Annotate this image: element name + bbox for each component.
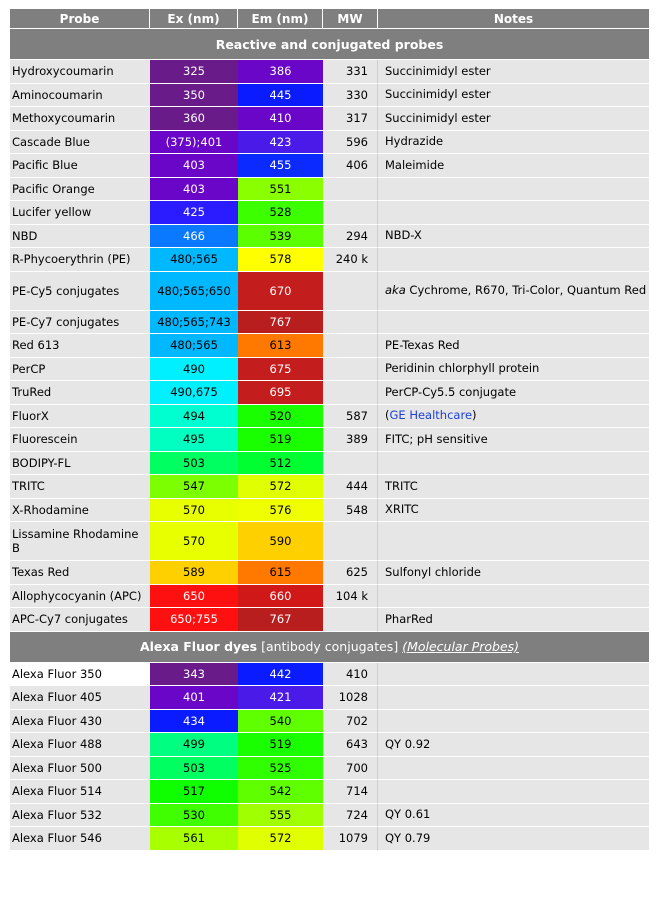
emission-cell: 590 [238, 522, 323, 561]
notes-text: QY 0.92 [385, 736, 431, 751]
emission-cell: 578 [238, 248, 323, 272]
notes-cell [378, 84, 649, 108]
table-row [10, 84, 649, 108]
probe-name-cell [10, 561, 150, 585]
fluorophore-table-container [10, 9, 649, 851]
notes-text: Cychrome, R670, Tri-Color, Quantum Red [405, 283, 647, 297]
table-row [10, 804, 649, 828]
excitation-cell: 401 [150, 686, 238, 710]
emission-cell: 423 [238, 131, 323, 155]
molecular-weight-cell [323, 272, 378, 311]
probe-name-cell [10, 585, 150, 609]
molecular-weight-cell: 406 [323, 154, 378, 178]
molecular-weight-cell: 625 [323, 561, 378, 585]
notes-text: Succinimidyl ester [385, 110, 491, 125]
notes-cell [378, 381, 649, 405]
excitation-cell: 403 [150, 154, 238, 178]
excitation-cell: 547 [150, 475, 238, 499]
table-row [10, 178, 649, 202]
header-row [10, 9, 649, 29]
notes-text: Succinimidyl ester [385, 63, 491, 78]
table-row [10, 131, 649, 155]
excitation-cell: 494 [150, 405, 238, 429]
excitation-cell: 517 [150, 780, 238, 804]
notes-text: Sulfonyl chloride [385, 564, 481, 579]
probe-name: X-Rhodamine [12, 502, 89, 517]
excitation-cell: 561 [150, 827, 238, 851]
probe-name-cell [10, 84, 150, 108]
notes-cell [378, 428, 649, 452]
probe-name-cell [10, 804, 150, 828]
reactive-probes-body [10, 29, 649, 632]
table-row [10, 757, 649, 781]
table-row [10, 60, 649, 84]
excitation-cell: 570 [150, 499, 238, 523]
probe-name: Alexa Fluor 488 [12, 737, 102, 752]
emission-cell: 519 [238, 733, 323, 757]
section-header-alexa [10, 632, 649, 663]
probe-name-cell [10, 663, 150, 687]
fluorophore-table [10, 9, 649, 851]
molecular-weight-cell: 1079 [323, 827, 378, 851]
molecular-weight-cell [323, 452, 378, 476]
emission-cell: 675 [238, 358, 323, 382]
probe-name: Pacific Orange [12, 181, 95, 196]
emission-cell: 410 [238, 107, 323, 131]
probe-name: Cascade Blue [12, 134, 90, 149]
molecular-weight-cell: 548 [323, 499, 378, 523]
probe-name: BODIPY-FL [12, 455, 71, 470]
emission-cell: 613 [238, 334, 323, 358]
notes-text: Succinimidyl ester [385, 87, 491, 102]
molecular-weight-cell [323, 311, 378, 335]
table-row [10, 248, 649, 272]
notes-cell [378, 827, 649, 851]
emission-cell: 767 [238, 608, 323, 632]
table-row [10, 428, 649, 452]
emission-cell: 670 [238, 272, 323, 311]
molecular-weight-cell: 1028 [323, 686, 378, 710]
molecular-weight-cell [323, 178, 378, 202]
probe-name-cell [10, 499, 150, 523]
emission-cell: 519 [238, 428, 323, 452]
notes-text: NBD-X [385, 228, 422, 243]
notes-cell [378, 154, 649, 178]
emission-cell: 455 [238, 154, 323, 178]
probe-name: PE-Cy7 conjugates [12, 314, 120, 329]
probe-name: Alexa Fluor 500 [12, 760, 102, 775]
emission-cell: 695 [238, 381, 323, 405]
excitation-cell: 589 [150, 561, 238, 585]
table-row [10, 475, 649, 499]
molecular-weight-cell: 104 k [323, 585, 378, 609]
notes-cell [378, 272, 649, 311]
probe-name: Alexa Fluor 514 [12, 784, 102, 799]
notes-cell [378, 107, 649, 131]
molecular-weight-cell: 410 [323, 663, 378, 687]
probe-name: PerCP [12, 361, 46, 376]
probe-name: Allophycocyanin (APC) [12, 588, 142, 603]
molecular-weight-cell: 294 [323, 225, 378, 249]
emission-cell: 539 [238, 225, 323, 249]
notes-cell [378, 757, 649, 781]
emission-cell: 512 [238, 452, 323, 476]
emission-cell: 386 [238, 60, 323, 84]
notes-cell [378, 522, 649, 561]
emission-cell: 445 [238, 84, 323, 108]
excitation-cell: 480;565;650 [150, 272, 238, 311]
notes-cell [378, 733, 649, 757]
notes-text: TRITC [385, 478, 418, 493]
probe-name-cell [10, 358, 150, 382]
emission-cell: 551 [238, 178, 323, 202]
notes-cell [378, 131, 649, 155]
molecular-weight-cell: 643 [323, 733, 378, 757]
molecular-weight-cell: 330 [323, 84, 378, 108]
excitation-cell: 425 [150, 201, 238, 225]
notes-text: Maleimide [385, 157, 445, 172]
excitation-cell: 650;755 [150, 608, 238, 632]
header-notes[interactable]: Notes [378, 9, 649, 29]
table-row [10, 405, 649, 429]
table-row [10, 334, 649, 358]
molecular-weight-cell: 331 [323, 60, 378, 84]
emission-cell: 660 [238, 585, 323, 609]
probe-name: Texas Red [12, 565, 70, 580]
probe-name: Pacific Blue [12, 158, 78, 173]
molecular-weight-cell [323, 358, 378, 382]
probe-name: Lissamine Rhodamine B [12, 527, 139, 555]
excitation-cell: 530 [150, 804, 238, 828]
notes-cell [378, 225, 649, 249]
probe-name: NBD [12, 228, 38, 243]
notes-cell [378, 452, 649, 476]
table-row [10, 154, 649, 178]
probe-name-cell [10, 225, 150, 249]
notes-cell [378, 804, 649, 828]
probe-name-cell [10, 452, 150, 476]
excitation-cell: 403 [150, 178, 238, 202]
molecular-probes-link[interactable]: (Molecular Probes) [402, 639, 520, 654]
table-row [10, 225, 649, 249]
excitation-cell: 490,675 [150, 381, 238, 405]
header-mw[interactable]: MW [323, 9, 378, 29]
emission-cell: 615 [238, 561, 323, 585]
table-row [10, 710, 649, 734]
probe-name-cell [10, 107, 150, 131]
notes-cell [378, 585, 649, 609]
probe-name: Alexa Fluor 430 [12, 713, 102, 728]
table-row [10, 107, 649, 131]
probe-name-cell [10, 201, 150, 225]
notes-prefix: ( [385, 408, 390, 423]
excitation-cell: 350 [150, 84, 238, 108]
emission-cell: 555 [238, 804, 323, 828]
emission-cell: 525 [238, 757, 323, 781]
notes-cell [378, 201, 649, 225]
notes-text: Peridinin chlorphyll protein [385, 361, 540, 376]
emission-cell: 442 [238, 663, 323, 687]
probe-name-cell [10, 608, 150, 632]
probe-name-cell [10, 686, 150, 710]
probe-name-cell [10, 60, 150, 84]
probe-name: FluorX [12, 408, 49, 423]
table-row [10, 522, 649, 561]
excitation-cell: 490 [150, 358, 238, 382]
alexa-fluor-body [10, 632, 649, 851]
probe-name-cell [10, 428, 150, 452]
probe-name-cell [10, 334, 150, 358]
molecular-weight-cell: 724 [323, 804, 378, 828]
probe-name-cell [10, 522, 150, 561]
probe-name-cell [10, 710, 150, 734]
table-row [10, 381, 649, 405]
probe-name-cell [10, 475, 150, 499]
notes-cell [378, 561, 649, 585]
probe-name-cell [10, 405, 150, 429]
probe-name: Alexa Fluor 546 [12, 831, 102, 846]
molecular-weight-cell [323, 522, 378, 561]
table-row [10, 780, 649, 804]
excitation-cell: 325 [150, 60, 238, 84]
notes-cell [378, 334, 649, 358]
molecular-weight-cell: 389 [323, 428, 378, 452]
emission-cell: 767 [238, 311, 323, 335]
excitation-cell: (375);401 [150, 131, 238, 155]
notes-text: FITC; pH sensitive [385, 431, 488, 446]
molecular-weight-cell [323, 334, 378, 358]
probe-name-cell [10, 178, 150, 202]
table-row [10, 663, 649, 687]
probe-name-cell [10, 381, 150, 405]
notes-cell [378, 358, 649, 382]
emission-cell: 520 [238, 405, 323, 429]
table-row [10, 561, 649, 585]
table-row [10, 499, 649, 523]
notes-cell [378, 475, 649, 499]
section-title-alexa [10, 632, 649, 663]
notes-cell [378, 663, 649, 687]
probe-name-cell [10, 272, 150, 311]
molecular-weight-cell [323, 201, 378, 225]
molecular-weight-cell: 714 [323, 780, 378, 804]
probe-name: Hydroxycoumarin [12, 64, 114, 79]
header-ex[interactable]: Ex (nm) [150, 9, 238, 29]
probe-name-cell [10, 827, 150, 851]
emission-cell: 421 [238, 686, 323, 710]
excitation-cell: 650 [150, 585, 238, 609]
notes-cell [378, 178, 649, 202]
table-row [10, 827, 649, 851]
notes-cell [378, 710, 649, 734]
notes-text: PerCP-Cy5.5 conjugate [385, 384, 517, 399]
probe-name: PE-Cy5 conjugates [12, 283, 120, 298]
probe-name: APC-Cy7 conjugates [12, 612, 128, 627]
table-row [10, 201, 649, 225]
notes-cell [378, 608, 649, 632]
excitation-cell: 570 [150, 522, 238, 561]
section-title-alexa-rest: [antibody conjugates] [257, 639, 403, 654]
probe-name: Methoxycoumarin [12, 111, 116, 126]
section-title-alexa-bold: Alexa Fluor dyes [139, 639, 258, 654]
notes-text: XRITC [385, 502, 419, 517]
probe-name: R-Phycoerythrin (PE) [12, 252, 131, 267]
emission-cell: 542 [238, 780, 323, 804]
excitation-cell: 466 [150, 225, 238, 249]
probe-name-cell [10, 311, 150, 335]
table-row [10, 311, 649, 335]
section-header-reactive [10, 29, 649, 60]
notes-text: Hydrazide [385, 134, 444, 149]
probe-name: TruRed [12, 385, 52, 400]
table-row [10, 272, 649, 311]
notes-cell [378, 311, 649, 335]
excitation-cell: 480;565 [150, 334, 238, 358]
emission-cell: 572 [238, 475, 323, 499]
excitation-cell: 480;565;743 [150, 311, 238, 335]
molecular-weight-cell: 596 [323, 131, 378, 155]
probe-name-cell [10, 154, 150, 178]
molecular-weight-cell: 240 k [323, 248, 378, 272]
notes-cell [378, 405, 649, 429]
molecular-weight-cell: 444 [323, 475, 378, 499]
notes-text: ) [472, 408, 477, 423]
excitation-cell: 499 [150, 733, 238, 757]
molecular-weight-cell [323, 381, 378, 405]
probe-name-cell [10, 733, 150, 757]
table-row [10, 358, 649, 382]
header-probe[interactable]: Probe [10, 9, 150, 29]
notes-cell [378, 499, 649, 523]
aka-label: aka [385, 283, 406, 297]
probe-name: Alexa Fluor 350 [12, 666, 102, 681]
molecular-weight-cell: 702 [323, 710, 378, 734]
probe-name: Alexa Fluor 405 [12, 690, 102, 705]
ge-healthcare-link[interactable]: GE Healthcare [389, 408, 473, 423]
excitation-cell: 495 [150, 428, 238, 452]
molecular-weight-cell [323, 608, 378, 632]
probe-name-cell [10, 757, 150, 781]
notes-text: QY 0.61 [385, 807, 431, 822]
probe-name: Aminocoumarin [12, 87, 103, 102]
probe-name: TRITC [12, 479, 45, 494]
table-row [10, 608, 649, 632]
notes-text: PharRed [385, 611, 433, 626]
molecular-weight-cell: 587 [323, 405, 378, 429]
emission-cell: 572 [238, 827, 323, 851]
probe-name: Red 613 [12, 338, 60, 353]
emission-cell: 528 [238, 201, 323, 225]
excitation-cell: 503 [150, 757, 238, 781]
table-row [10, 733, 649, 757]
notes-text: PE-Texas Red [385, 337, 460, 352]
table-row [10, 686, 649, 710]
excitation-cell: 360 [150, 107, 238, 131]
section-title-reactive: Reactive and conjugated probes [10, 29, 649, 60]
emission-cell: 576 [238, 499, 323, 523]
table-row [10, 585, 649, 609]
probe-name-cell [10, 248, 150, 272]
table-row [10, 452, 649, 476]
probe-name-cell [10, 131, 150, 155]
excitation-cell: 434 [150, 710, 238, 734]
notes-cell [378, 686, 649, 710]
notes-cell [378, 248, 649, 272]
probe-name: Lucifer yellow [12, 205, 92, 220]
excitation-cell: 343 [150, 663, 238, 687]
probe-name-cell [10, 780, 150, 804]
notes-cell [378, 60, 649, 84]
probe-name: Fluorescein [12, 432, 78, 447]
excitation-cell: 480;565 [150, 248, 238, 272]
emission-cell: 540 [238, 710, 323, 734]
molecular-weight-cell: 317 [323, 107, 378, 131]
probe-name: Alexa Fluor 532 [12, 807, 102, 822]
molecular-weight-cell: 700 [323, 757, 378, 781]
notes-cell [378, 780, 649, 804]
notes-text: QY 0.79 [385, 830, 431, 845]
excitation-cell: 503 [150, 452, 238, 476]
header-em[interactable]: Em (nm) [238, 9, 323, 29]
